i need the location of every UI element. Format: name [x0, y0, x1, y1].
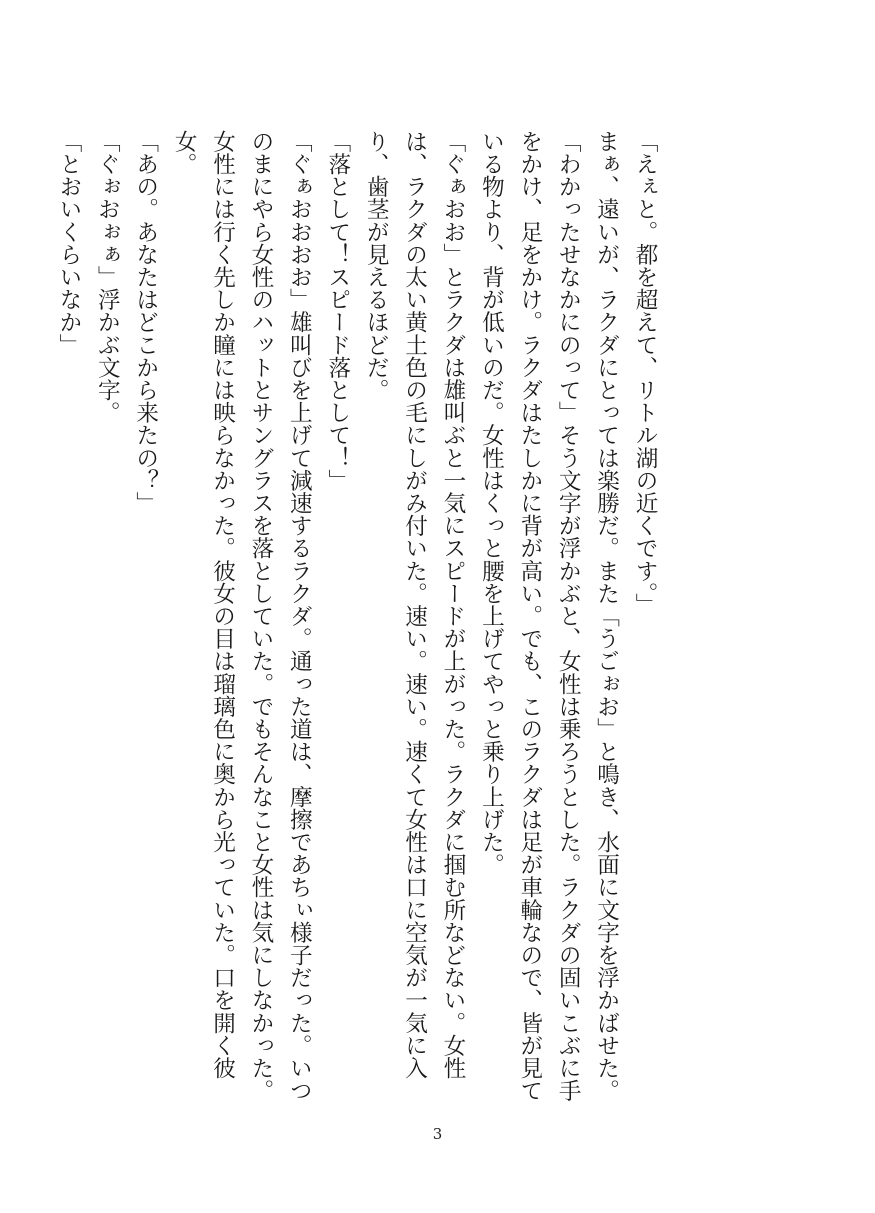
paragraph: 「えぇと。都を超えて、リトル湖の近くです。」 [632, 130, 658, 616]
paragraph: 「ぐぉおぉぁ」浮かぶ文字。 [94, 130, 121, 424]
paragraph: 「あの。あなたはどこから来たの？」 [132, 130, 159, 515]
vertical-text-body [55, 130, 664, 1110]
paragraph: 「ぐぁおおおお」雄叫びを上げて減速するラクダ。通った道は、摩擦であちぃ様子だった。いつのまにやら女性のハットとサングラスを落としていた。でもそんなこと女性は気にしなかった。女性には行く先しか瞳には映らなかった。彼女の目は瑠璃色に奥から光っていた。口を開く彼女。 [171, 130, 313, 1102]
page-number: 3 [432, 1125, 443, 1143]
paragraph: まぁ、遠いが、ラクダにとっては楽勝だ。また「うごぉお」と鳴き、水面に文字を浮かばせた。「わかったせなかにのって」そう文字が浮かぶと、女性は乗ろうとした。ラクダの固いこぶに手をかけ、足をかけ。ラクダはたしかに背が高い。でも、このラクダは足が車輪なので、皆が見ている物より、背が低いのだ。女性はくっと腰を上げてやっと乗り上げた。 [478, 130, 620, 1102]
paragraph: 「とおいくらいなか」 [55, 130, 82, 356]
paragraph: 「落として！スピード落として！」 [324, 130, 351, 492]
paragraph: 「ぐぁおお」とラクダは雄叫ぶと一気にスピードが上がった。ラクダに掴む所などない。女性は、ラクダの太い黄土色の毛にしがみ付いた。速い。速い。速くて女性は口に空気が一気に入り、歯茎が見えるほどだ。 [363, 130, 466, 1080]
